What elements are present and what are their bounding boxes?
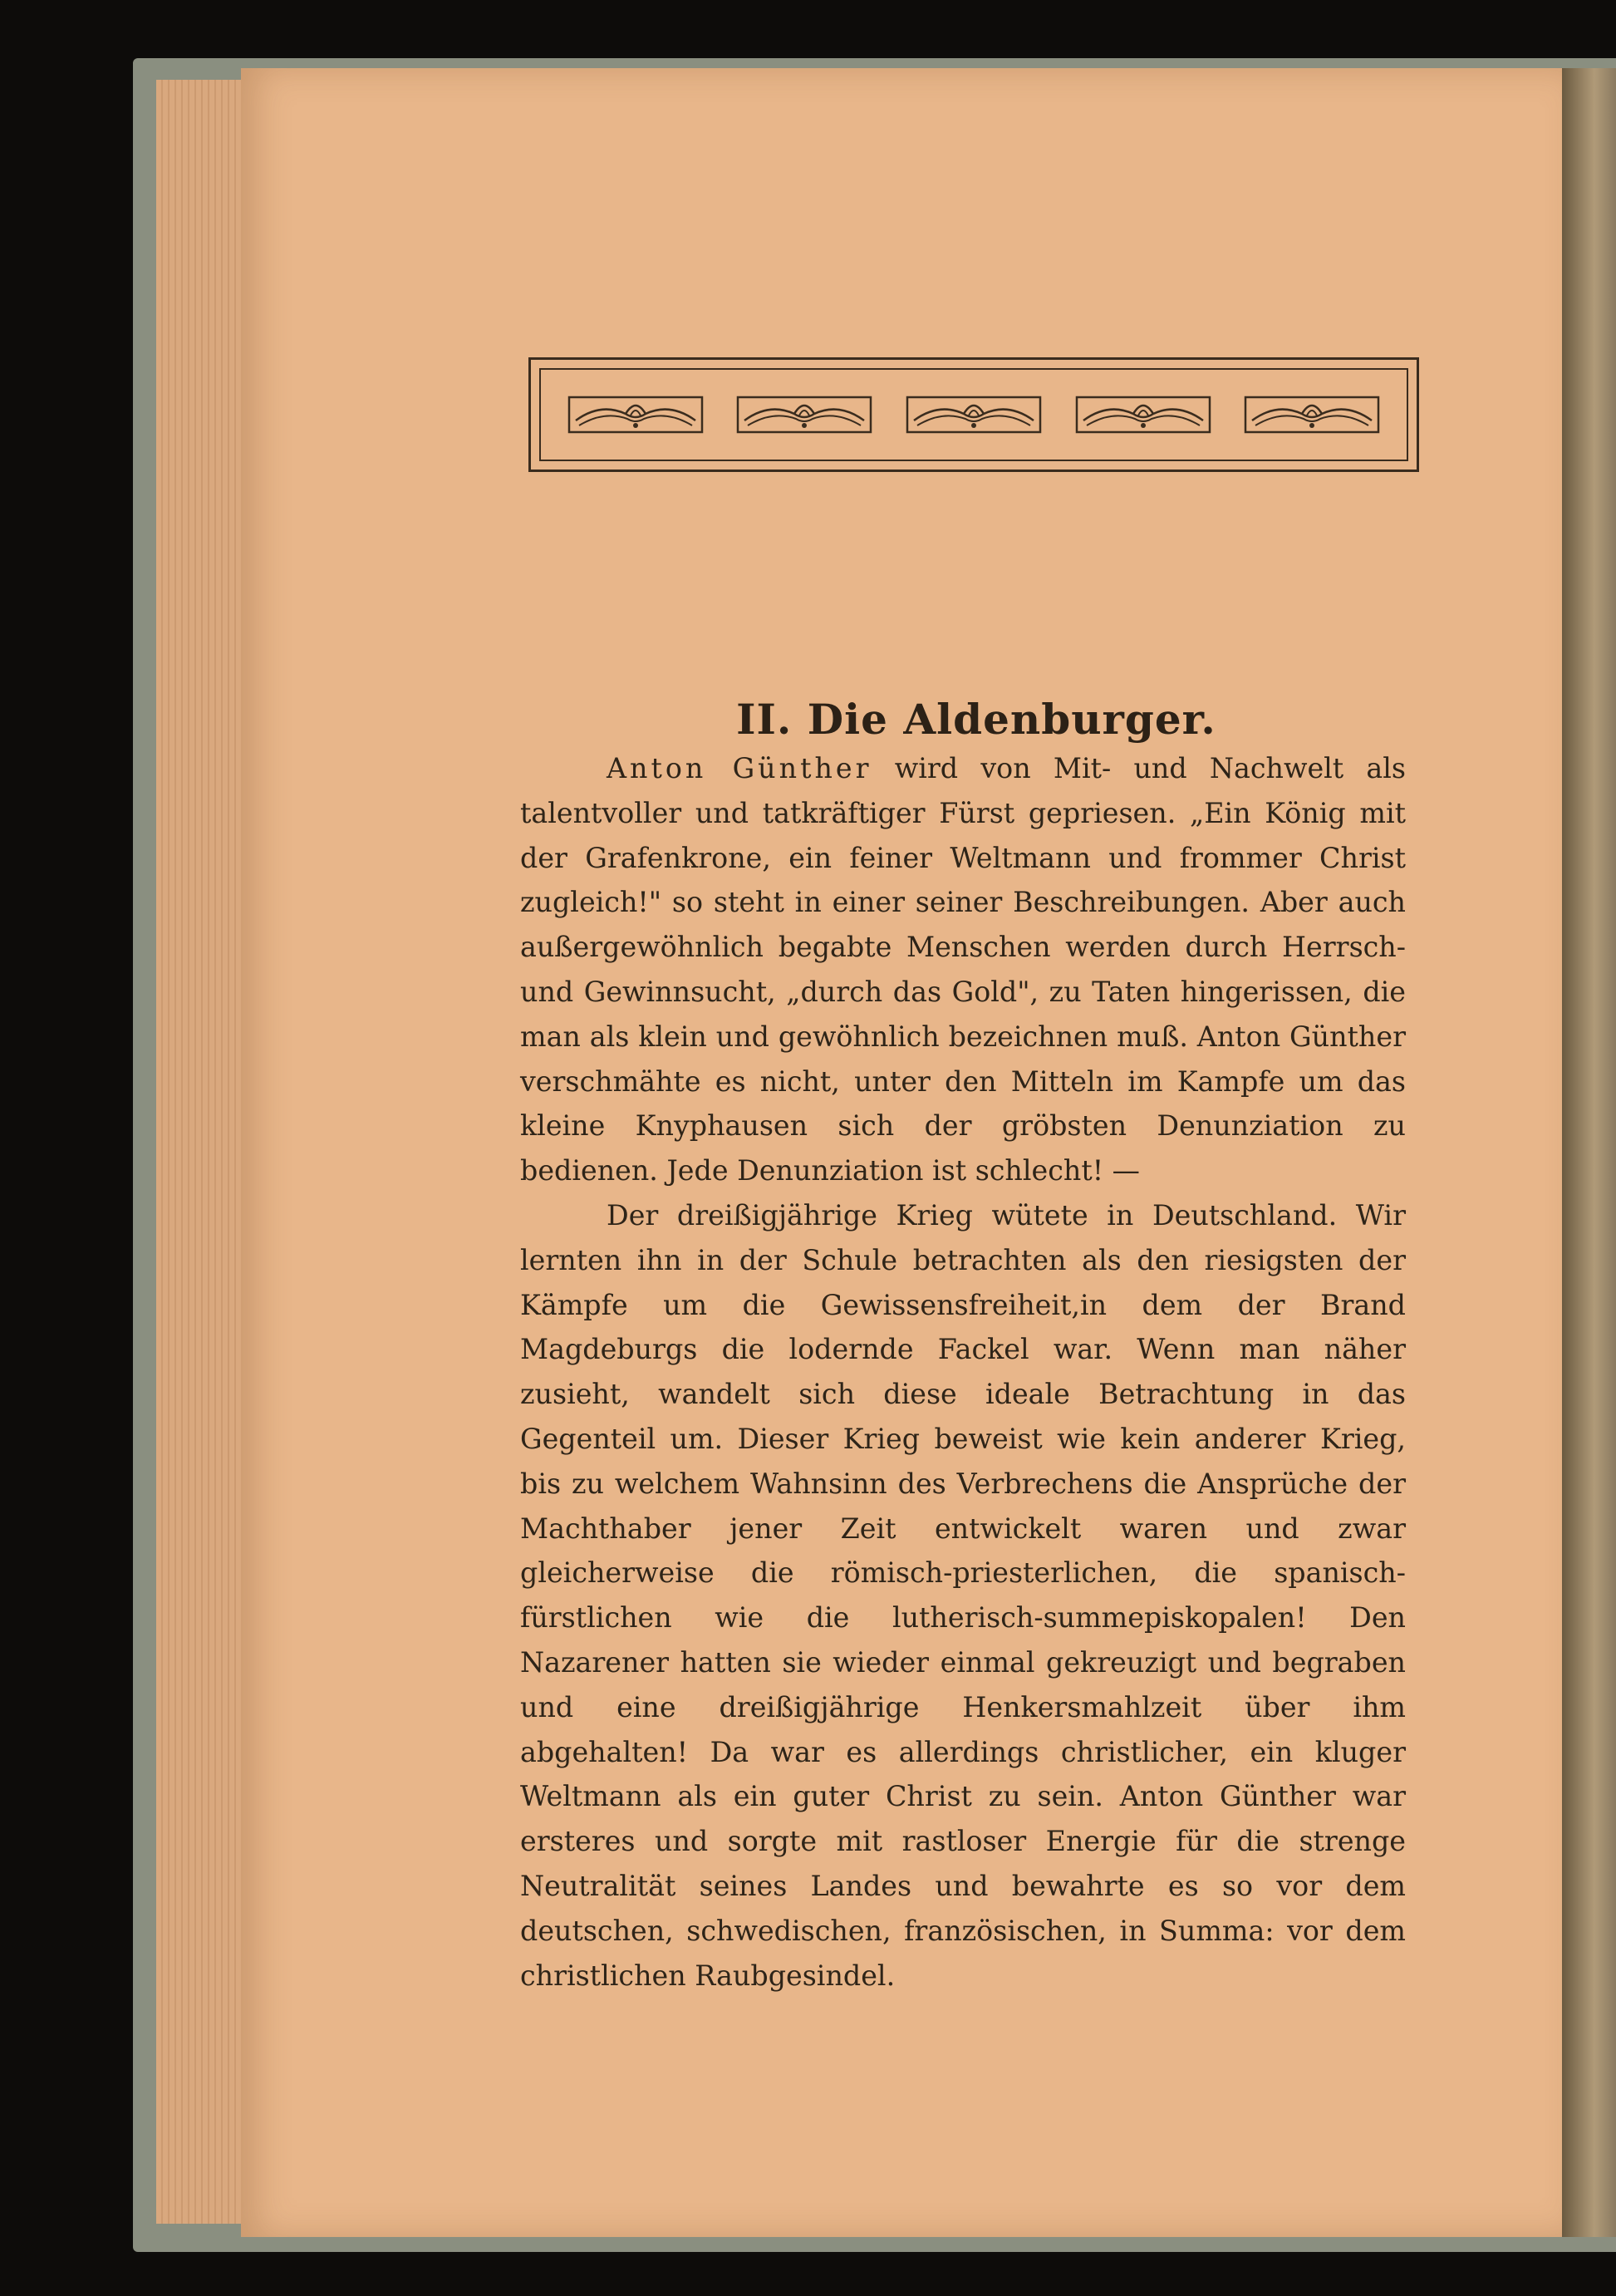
chapter-ornament <box>528 357 1419 472</box>
body-text <box>520 746 1406 1998</box>
art-nouveau-scroll-icon <box>906 396 1042 434</box>
paragraph-2 <box>520 1193 1406 1998</box>
art-nouveau-scroll-icon <box>736 396 872 434</box>
art-nouveau-scroll-icon <box>567 396 704 434</box>
art-nouveau-scroll-icon <box>1075 396 1211 434</box>
art-nouveau-scroll-icon <box>1244 396 1380 434</box>
book-gutter <box>1562 68 1616 2237</box>
paragraph-1 <box>520 746 1406 1193</box>
paragraph-2-text: Der dreißigjährige Krieg wütete in Deutschland. Wir lernten ihn in der Schule betrachten als den riesigsten der Kämpfe um die Gewissensfreiheit,in dem der Brand Magdeburgs die lodernde Fackel war. Wenn man näher zusieht, wandelt sich diese ideale Betrachtung in das Gegenteil um. Dieser Krieg beweist wie kein anderer Krieg, bis zu welchem Wahnsinn des Verbrechens die Ansprüche der Machthaber jener Zeit entwickelt waren und zwar gleicherweise die römisch-priesterlichen, die spanisch-fürstlichen wie die lutherisch-summepiskopalen! Den Nazarener hatten sie wieder einmal gekreuzigt und begraben und eine dreißigjährige Henkersmahlzeit über ihm abgehalten! Da war es allerdings christlicher, ein kluger Weltmann als ein guter Christ zu sein. Anton Günther war ersteres und sorgte mit rastloser Energie für die strenge Neutralität seines Landes und bewahrte es so vor dem deutschen, schwedischen, französischen, in Summa: vor dem christlichen Raubgesindel. <box>520 1198 1406 1992</box>
paragraph-1-lead: Anton Günther <box>607 752 872 784</box>
chapter-title: II. Die Aldenburger. <box>736 695 1216 744</box>
paragraph-1-text: wird von Mit- und Nachwelt als talentvoller und tatkräftiger Fürst gepriesen. „Ein König mit der Grafenkrone, ein feiner Weltmann und frommer Christ zugleich!" so steht in einer seiner Beschreibungen. Aber auch außergewöhnlich begabte Menschen werden durch Herrsch- und Gewinnsucht, „durch das Gold", zu Taten hingerissen, die man als klein und gewöhnlich bezeichnen muß. Anton Günther verschmähte es nicht, unter den Mitteln im Kampfe um das kleine Knyphausen sich der gröbsten Denunziation zu bedienen. Jede Denunziation ist schlecht! — <box>520 752 1406 1187</box>
ornament-frame <box>539 368 1408 461</box>
